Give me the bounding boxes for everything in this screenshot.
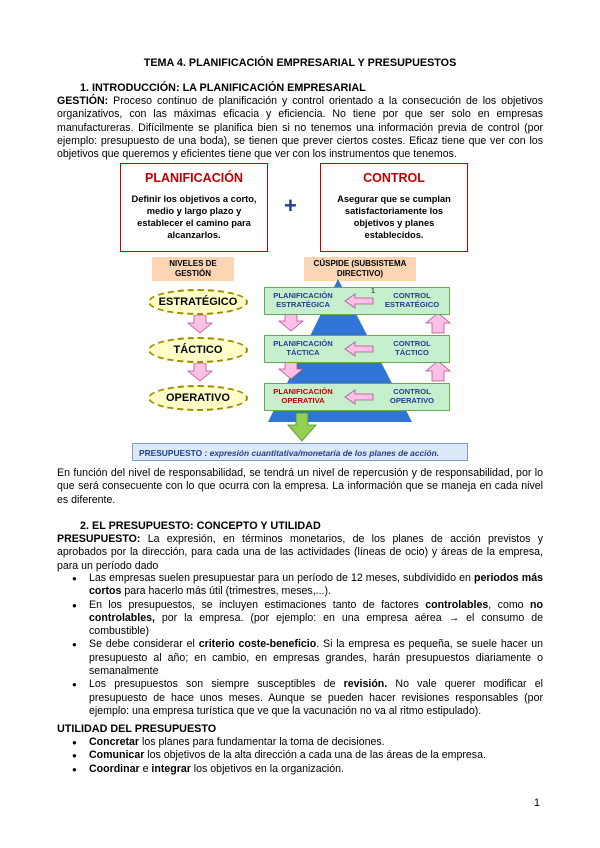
gestion-paragraph bbox=[57, 95, 543, 161]
presupuesto-bullets bbox=[57, 572, 543, 718]
list-item: ● Coordinar e integrar los objetivos en la organización. bbox=[57, 763, 543, 776]
section1-heading: 1. INTRODUCCIÓN: LA PLANIFICACIÓN EMPRESARIAL bbox=[80, 82, 366, 94]
list-item: ● En los presupuestos, se incluyen estimaciones tanto de factores controlables, como no controlables, por la empresa. (por ejemplo: en una empresa aérea → el consumo de combustible) bbox=[57, 599, 543, 639]
list-item: ● Concretar los planes para fundamentar la toma de decisiones. bbox=[57, 736, 543, 749]
presupuesto-text: : expresión cuantitativa/monetaria de los planes de acción. bbox=[202, 448, 440, 458]
level-operativo: OPERATIVO bbox=[148, 385, 248, 411]
list-item: ● Los presupuestos son siempre susceptibles de revisión. No vale querer modificar el presupuesto de hace unos meses. Aunque se pueden hacer revisiones responsables (por ejemplo: una empresa turística que ve que la vacunación no va al ritmo estipulado). bbox=[57, 678, 543, 718]
list-item: ● Comunicar los objetivos de la alta dirección a cada una de las áreas de la empresa. bbox=[57, 749, 543, 762]
control-estrategico: CONTROL ESTRATÉGICO bbox=[384, 291, 440, 309]
planificacion-title: PLANIFICACIÓN bbox=[145, 171, 243, 185]
list-item: ● Se debe considerar el criterio coste-beneficio. Si la empresa es pequeña, se suele hacer un presupuesto al año; en cambio, en empresas grandes, harán presupuestos diariamente o semanalmente bbox=[57, 638, 543, 678]
control-operativo: CONTROL OPERATIVO bbox=[389, 387, 435, 405]
cuspide-label: CÚSPIDE (SUBSISTEMA DIRECTIVO) bbox=[304, 257, 416, 281]
planificacion-text: Definir los objetivos a corto, medio y largo plazo y establecer el camino para alcanzarlos. bbox=[131, 194, 257, 240]
gestion-label: GESTIÓN: bbox=[57, 95, 109, 107]
arrow-up-icon bbox=[426, 313, 450, 333]
page-title: TEMA 4. PLANIFICACIÓN EMPRESARIAL Y PRESUPUESTOS bbox=[143, 57, 457, 69]
arrow-down-icon bbox=[188, 315, 212, 333]
niveles-paragraph: En función del nivel de responsabilidad, se tendrá un nivel de repercusión y de responsabilidad, por lo que será consecuente con lo que ocurra con la empresa. La información que se maneja en cada nivel es diferente. bbox=[57, 467, 543, 506]
plan-tactica: PLANIFICACIÓN TÁCTICA bbox=[273, 339, 333, 357]
gestion-text: Proceso continuo de planificación y control orientado a la consecución de los objetivos organizativos, con las máximas eficacia y eficiencia. No tiene por que ser solo en empresas manufactureras. Difícilmente se planifica bien si no tenemos una información previa de control (por ejemplo: presupuesto de una boda), se tienen que prever ciertos costes. Eficaz tiene que ver con los objetivos que queremos y eficientes tiene que ver con los instrumentos que tenemos. bbox=[57, 95, 543, 161]
plan-operativa: PLANIFICACIÓN OPERATIVA bbox=[273, 387, 333, 405]
presupuesto-label: PRESUPUESTO bbox=[139, 448, 203, 458]
presupuesto-definition bbox=[57, 533, 543, 573]
plan-estrategica: PLANIFICACIÓN ESTRATÉGICA bbox=[273, 291, 333, 309]
footnote-number: 1 bbox=[371, 288, 375, 295]
control-text: Asegurar que se cumplan satisfactoriamente los objetivos y planes establecidos. bbox=[337, 194, 451, 240]
list-item: ● Las empresas suelen presupuestar para un período de 12 meses, subdividido en periodos más cortos para hacerlo más útil (trimestres, meses,...). bbox=[57, 572, 543, 599]
level-tactico: TÁCTICO bbox=[148, 337, 248, 363]
diagram-graphics bbox=[120, 163, 480, 468]
utilidad-heading: UTILIDAD DEL PRESUPUESTO bbox=[57, 723, 217, 735]
presupuesto-bar bbox=[132, 443, 468, 461]
plus-sign: + bbox=[284, 193, 297, 218]
band-estrategico bbox=[264, 287, 450, 315]
arrow-left-icon bbox=[343, 341, 375, 357]
band-operativo bbox=[264, 383, 450, 411]
arrow-down-icon bbox=[188, 363, 212, 381]
arrow-left-icon bbox=[343, 293, 375, 309]
page-number: 1 bbox=[534, 797, 540, 809]
control-tactico: CONTROL TÁCTICO bbox=[393, 339, 431, 357]
arrow-left-icon bbox=[343, 389, 375, 405]
band-tactico bbox=[264, 335, 450, 363]
arrow-down-icon bbox=[279, 313, 303, 331]
section2-heading: 2. EL PRESUPUESTO: CONCEPTO Y UTILIDAD bbox=[80, 520, 321, 532]
arrow-up-icon bbox=[426, 361, 450, 381]
planning-diagram bbox=[120, 163, 480, 468]
utilidad-bullets bbox=[57, 736, 543, 776]
level-estrategico: ESTRATÉGICO bbox=[148, 289, 248, 315]
presupuesto-def-label: PRESUPUESTO: bbox=[57, 533, 141, 545]
presupuesto-def-text: La expresión, en términos monetarios, de los planes de acción previstos y aprobados por la dirección, para cada una de las actividades (líneas de ocio) y áreas de la empresa, para un período dado bbox=[57, 533, 543, 572]
niveles-label: NIVELES DE GESTIÓN bbox=[152, 257, 234, 281]
control-title: CONTROL bbox=[363, 171, 425, 185]
